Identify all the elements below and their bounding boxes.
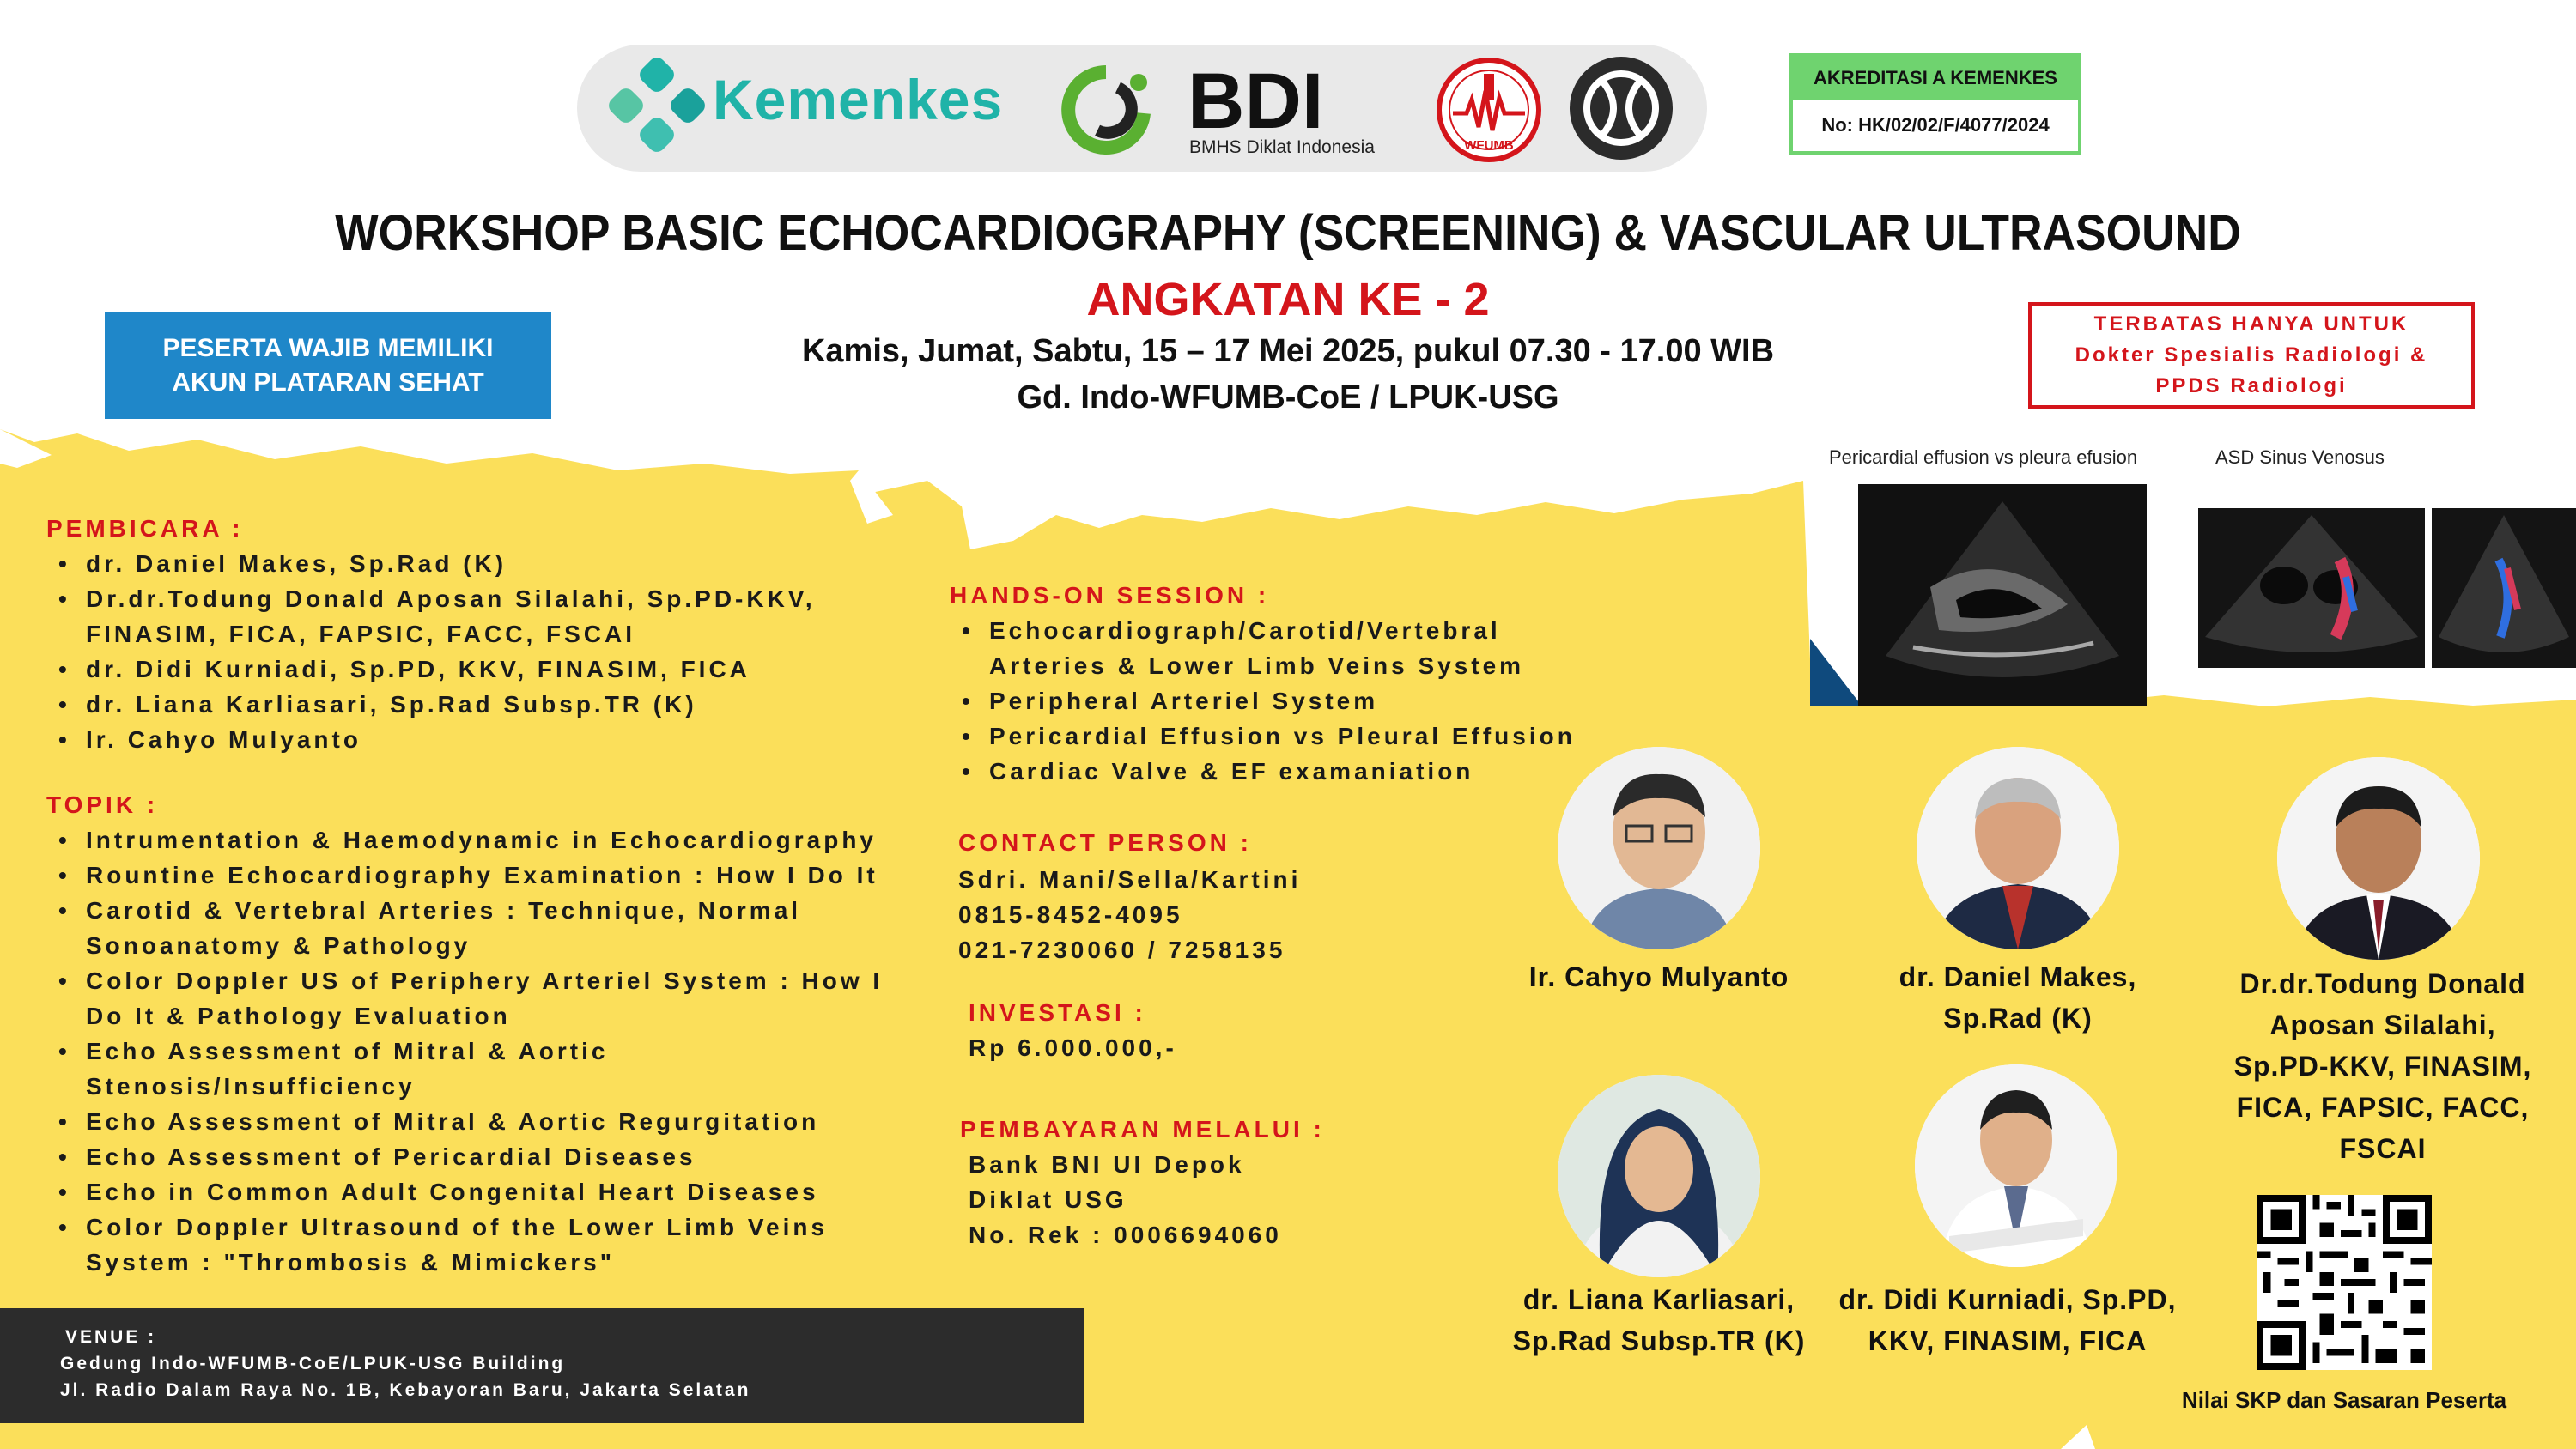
image-caption-asd: ASD Sinus Venosus <box>2215 446 2385 468</box>
venue-building: Gedung Indo-WFUMB-CoE/LPUK-USG Building <box>60 1354 566 1373</box>
list-item-text: Dr.dr.Todung Donald Aposan Silalahi, Sp.PD-KKV, <box>86 585 816 612</box>
speaker-name-line: Sp.Rad Subsp.TR (K) <box>1512 1325 1806 1356</box>
contact-phone-2: 021-7230060 / 7258135 <box>958 937 1286 963</box>
list-item-text: Color Doppler US of Periphery Arteriel System : How I <box>86 967 884 994</box>
venue-bar <box>0 1308 1084 1423</box>
speaker-name-todung <box>2198 963 2567 1169</box>
list-item <box>46 1104 883 1139</box>
list-item <box>950 718 1576 754</box>
contact-phone-1: 0815-8452-4095 <box>958 901 1183 928</box>
speakers-section-label: PEMBICARA : <box>46 515 244 542</box>
list-item <box>46 581 816 652</box>
list-item-text: Pericardial Effusion vs Pleural Effusion <box>989 723 1576 749</box>
limited-line2: Dokter Spesialis Radiologi & <box>2075 343 2428 367</box>
speaker-name-line: Sp.PD-KKV, FINASIM, <box>2233 1051 2532 1082</box>
investment-section-label: INVESTASI : <box>969 999 1146 1026</box>
list-item-text: Carotid & Vertebral Arteries : Technique, Normal <box>86 897 802 924</box>
bdi-logo-text: BDI <box>1188 58 1324 145</box>
list-item-text: Do It & Pathology Evaluation <box>86 1003 511 1029</box>
list-item-text: Stenosis/Insufficiency <box>86 1073 416 1100</box>
payment-section-label: PEMBAYARAN MELALUI : <box>960 1116 1325 1143</box>
svg-text:WFUMB: WFUMB <box>1464 138 1514 153</box>
limited-line1: TERBATAS HANYA UNTUK <box>2093 312 2409 336</box>
list-item <box>950 613 1576 683</box>
list-item-text: Sonoanatomy & Pathology <box>86 932 471 959</box>
list-item <box>46 858 883 893</box>
requirement-line2: AKUN PLATARAN SEHAT <box>172 368 484 397</box>
event-location: Gd. Indo-WFUMB-CoE / LPUK-USG <box>1017 379 1559 415</box>
investment-amount: Rp 6.000.000,- <box>969 1034 1177 1061</box>
accreditation-badge <box>1789 53 2081 155</box>
speaker-name-line: dr. Daniel Makes, <box>1899 961 2137 992</box>
list-item-text: Intrumentation & Haemodynamic in Echocardiography <box>86 827 878 853</box>
lpuk-logo-icon <box>1566 53 1676 163</box>
list-item <box>950 683 1576 718</box>
speaker-name-line: Dr.dr.Todung Donald <box>2239 968 2526 999</box>
speaker-name-line: Aposan Silalahi, <box>2269 1009 2496 1040</box>
list-item: • dr. Didi Kurniadi, Sp.PD, KKV, FINASIM, FICA <box>46 652 816 687</box>
list-item: • dr. Daniel Makes, Sp.Rad (K) <box>46 546 816 581</box>
contact-section-label: CONTACT PERSON : <box>958 829 1252 856</box>
kemenkes-logo-icon <box>601 53 713 156</box>
list-item-text: Echo Assessment of Mitral & Aortic Regurgitation <box>86 1108 820 1135</box>
speaker-photo-didi <box>1915 1064 2117 1267</box>
list-item <box>46 893 883 963</box>
contact-names: Sdri. Mani/Sella/Kartini <box>958 866 1302 893</box>
speaker-name-line: FICA, FAPSIC, FACC, <box>2236 1092 2530 1123</box>
speaker-photo-cahyo <box>1558 747 1760 949</box>
list-item-text: Rountine Echocardiography Examination : How I Do It <box>86 862 878 888</box>
limited-line3: PPDS Radiologi <box>2155 374 2348 397</box>
list-item-text: FINASIM, FICA, FAPSIC, FACC, FSCAI <box>86 621 636 647</box>
list-item-text: Echocardiograph/Carotid/Vertebral <box>989 617 1501 644</box>
list-item-text: Color Doppler Ultrasound of the Lower Limb Veins <box>86 1214 829 1240</box>
list-item <box>46 1034 883 1104</box>
list-item <box>46 1139 883 1174</box>
handson-section-label: HANDS-ON SESSION : <box>950 582 1270 609</box>
list-item <box>46 1174 883 1210</box>
list-item <box>46 822 883 858</box>
list-item: • dr. Liana Karliasari, Sp.Rad Subsp.TR (K) <box>46 687 816 722</box>
contact-details <box>958 862 1301 967</box>
topics-section-label: TOPIK : <box>46 791 159 818</box>
handson-list <box>950 613 1576 789</box>
event-datetime: Kamis, Jumat, Sabtu, 15 – 17 Mei 2025, pukul 07.30 - 17.00 WIB <box>801 333 1775 369</box>
speakers-list <box>46 546 816 757</box>
list-item-text: Echo Assessment of Pericardial Diseases <box>86 1143 696 1170</box>
bdi-logo-subtitle: BMHS Diklat Indonesia <box>1189 137 1375 157</box>
list-item-text: Cardiac Valve & EF examaniation <box>989 758 1474 785</box>
payment-details <box>969 1147 1282 1252</box>
payment-bank: Bank BNI UI Depok <box>969 1151 1245 1178</box>
list-item <box>46 1210 883 1280</box>
speaker-name-liana <box>1479 1279 1839 1361</box>
kemenkes-logo-text: Kemenkes <box>713 68 1004 131</box>
speaker-name-daniel <box>1838 956 2198 1039</box>
list-item: • Ir. Cahyo Mulyanto <box>46 722 816 757</box>
speaker-name-line: FSCAI <box>2339 1133 2427 1164</box>
event-batch: ANGKATAN KE - 2 <box>1086 274 1490 325</box>
topics-list <box>46 822 883 1280</box>
requirement-box <box>105 312 551 419</box>
image-caption-pericardial: Pericardial effusion vs pleura efusion <box>1829 446 2138 468</box>
qr-code[interactable] <box>2257 1195 2432 1370</box>
payment-account-number: No. Rek : 0006694060 <box>969 1222 1282 1248</box>
list-item-text: Echo Assessment of Mitral & Aortic <box>86 1038 609 1064</box>
event-title: WORKSHOP BASIC ECHOCARDIOGRAPHY (SCREENING) & VASCULAR ULTRASOUND <box>335 205 2241 261</box>
speaker-name-line: dr. Liana Karliasari, <box>1522 1284 1795 1315</box>
requirement-line1: PESERTA WAJIB MEMILIKI <box>162 334 494 362</box>
venue-label: VENUE : <box>65 1327 157 1347</box>
accreditation-title: AKREDITASI A KEMENKES <box>1814 67 2057 88</box>
speaker-name-cahyo <box>1479 956 1839 997</box>
speaker-name-line: dr. Didi Kurniadi, Sp.PD, <box>1838 1284 2177 1315</box>
speaker-photo-liana <box>1558 1075 1760 1277</box>
speaker-name-line: Ir. Cahyo Mulyanto <box>1528 961 1789 992</box>
speaker-photo-daniel <box>1917 747 2119 949</box>
list-item-text: Echo in Common Adult Congenital Heart Diseases <box>86 1179 819 1205</box>
ultrasound-image-asd <box>2198 508 2576 668</box>
list-item-text: System : "Thrombosis & Mimickers" <box>86 1249 616 1276</box>
speaker-name-didi <box>1819 1279 2196 1361</box>
wfumb-logo-icon <box>1436 57 1542 163</box>
list-item-text: Arteries & Lower Limb Veins System <box>989 652 1525 679</box>
limited-audience-box <box>2028 302 2475 409</box>
speaker-name-line: KKV, FINASIM, FICA <box>1868 1325 2148 1356</box>
accreditation-number: No: HK/02/02/F/4077/2024 <box>1793 100 2078 151</box>
list-item <box>950 754 1576 789</box>
qr-caption: Nilai SKP dan Sasaran Peserta <box>2181 1387 2507 1413</box>
list-item <box>46 963 883 1034</box>
ultrasound-image-pericardial <box>1810 484 2147 706</box>
speaker-photo-todung <box>2277 757 2480 960</box>
payment-account-name: Diklat USG <box>969 1186 1127 1213</box>
venue-address: Jl. Radio Dalam Raya No. 1B, Kebayoran Baru, Jakarta Selatan <box>60 1380 751 1400</box>
bdi-logo-icon <box>1054 62 1157 156</box>
list-item-text: Peripheral Arteriel System <box>989 688 1379 714</box>
speaker-name-line: Sp.Rad (K) <box>1943 1003 2093 1034</box>
